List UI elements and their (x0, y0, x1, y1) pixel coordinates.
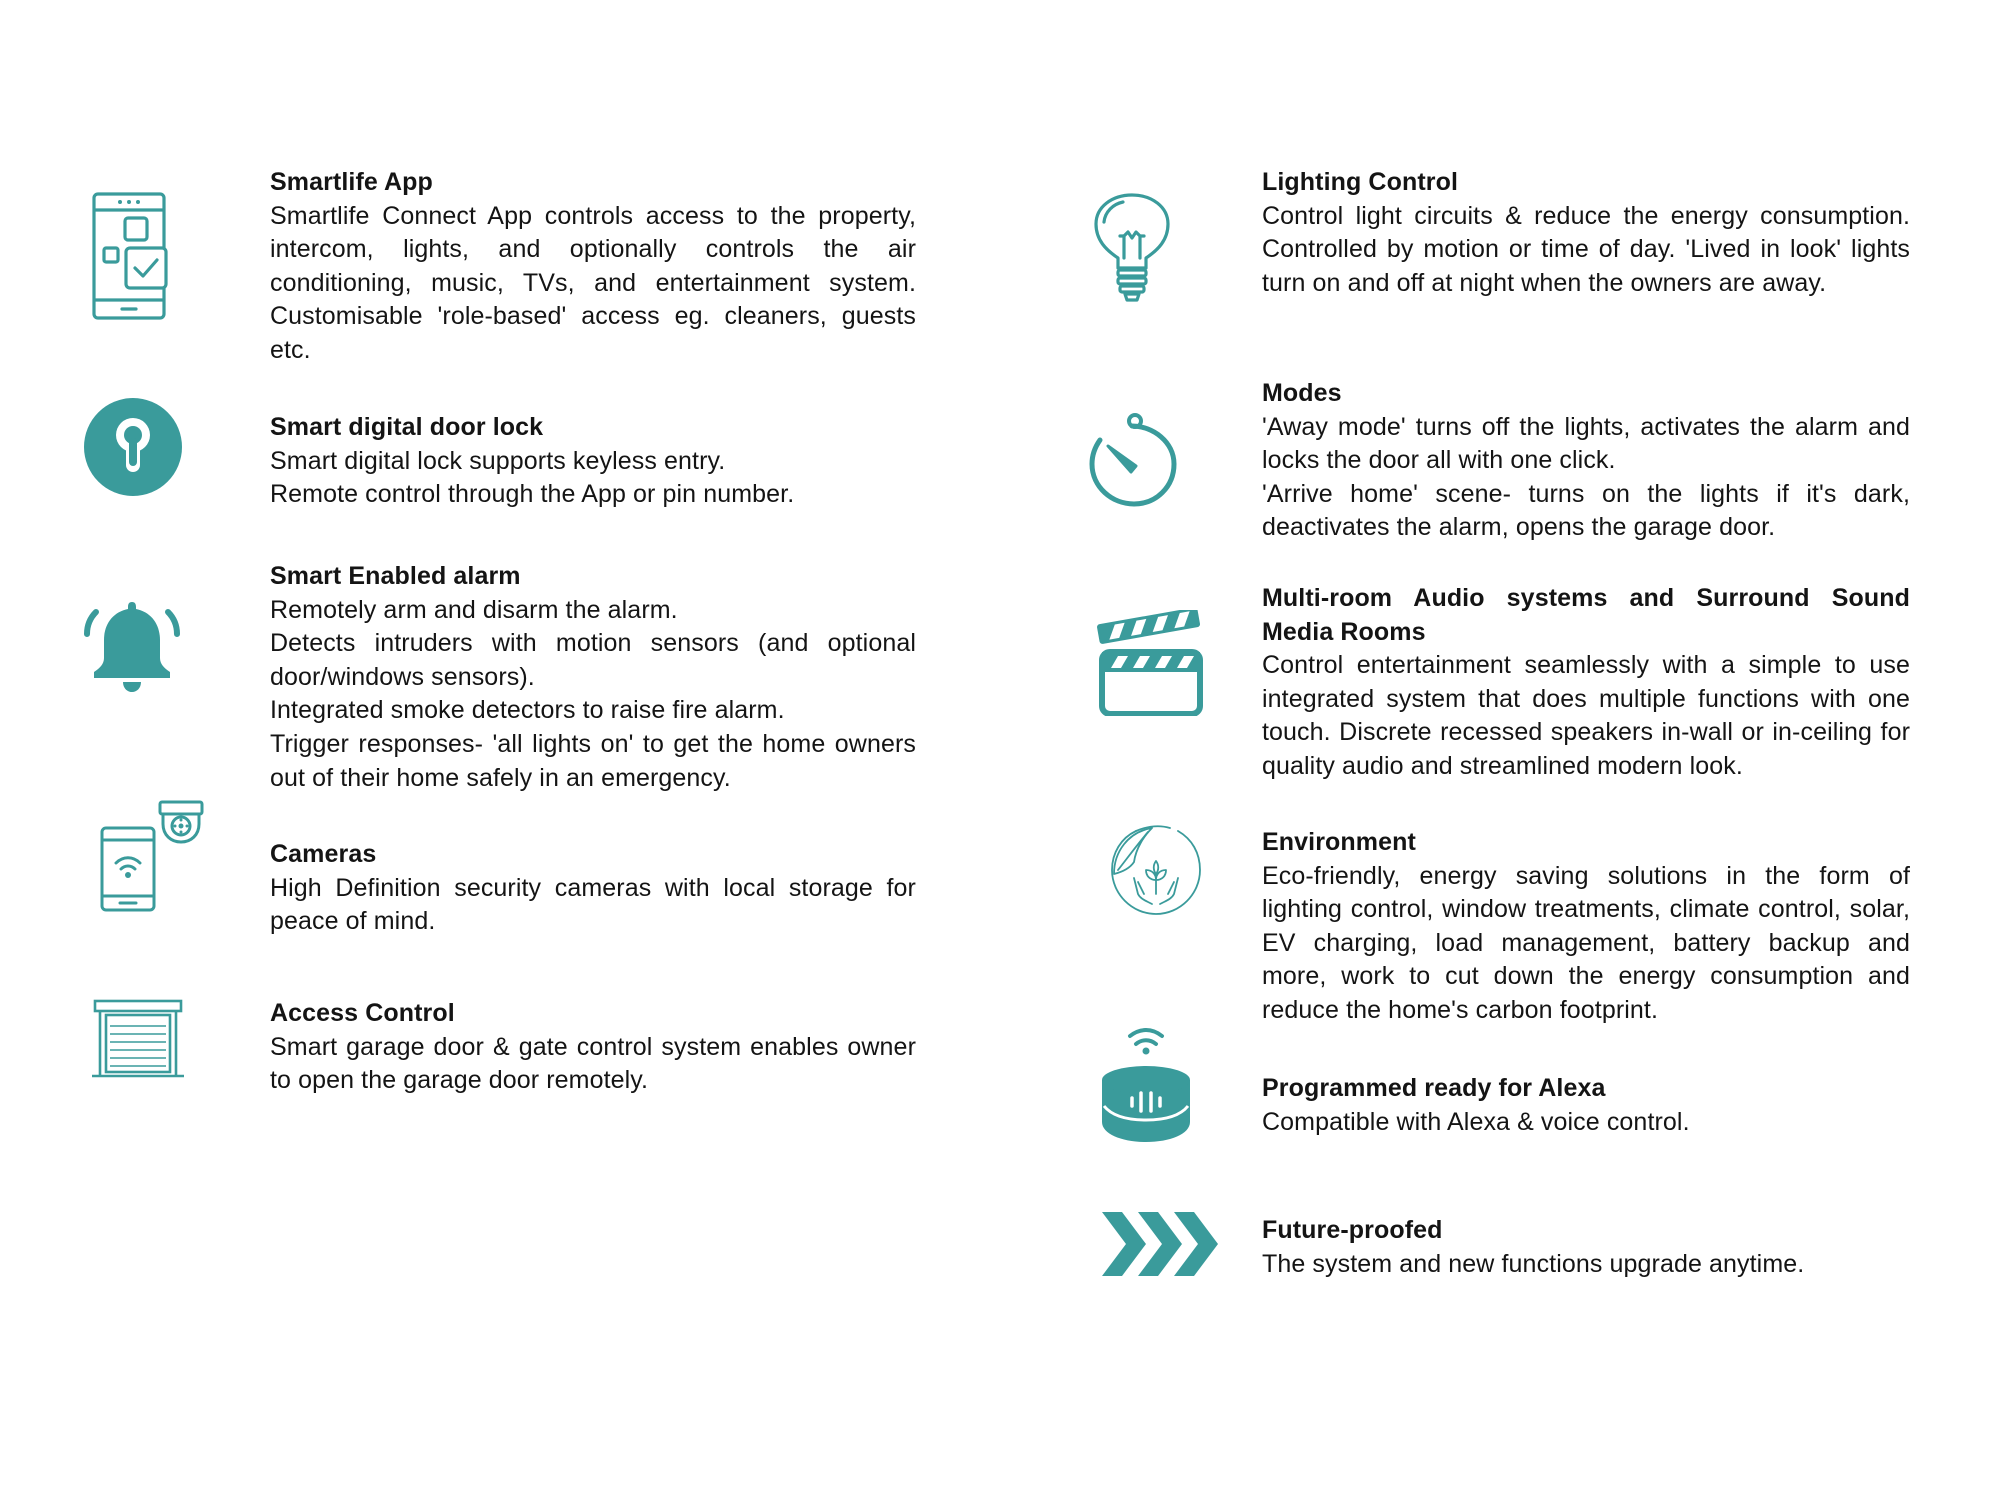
feature-description: Smartlife Connect App controls access to the property, intercom, lights, and optionally controls the air conditioning, music, TVs, and entertainment system. Customisable 'role-based' access eg. cleaners, guests etc. (270, 201, 916, 364)
eco-leaf-hands-icon (1108, 822, 1204, 918)
smartphone-app-icon (92, 192, 174, 322)
feature-title: Future-proofed (1262, 1216, 1443, 1244)
clapperboard-icon (1096, 610, 1204, 716)
feature-description: Integrated smoke detectors to raise fire alarm. (270, 696, 785, 725)
feature-description: 'Arrive home' scene- turns on the lights if it's dark, deactivates the alarm, opens the garage door. (1262, 479, 1910, 542)
feature-description: Control light circuits & reduce the energy consumption. Controlled by motion or time of day. 'Lived in look' lights turn on and off at night when the owners are away. (1262, 201, 1910, 297)
garage-door-icon (92, 998, 184, 1078)
lightbulb-icon (1092, 192, 1172, 304)
feature-description: 'Away mode' turns off the lights, activates the alarm and locks the door all with one click. (1262, 412, 1910, 475)
feature-title: Access Control (270, 999, 455, 1027)
feature-title: Smart Enabled alarm (270, 562, 521, 590)
feature-title: Smart digital door lock (270, 413, 544, 441)
feature-title: Cameras (270, 840, 377, 868)
stopwatch-icon (1088, 412, 1180, 508)
feature-description: Remotely arm and disarm the alarm. (270, 595, 678, 624)
keyhole-icon (84, 398, 182, 496)
camera-phone-icon (100, 800, 204, 912)
feature-description: Detects intruders with motion sensors (and optional door/windows sensors). (270, 629, 916, 691)
feature-description: Smart digital lock supports keyless entry. (270, 446, 726, 475)
chevrons-right-icon (1102, 1212, 1220, 1276)
feature-title: Multi-room Audio systems and Surround Sound Media Rooms (1262, 584, 1910, 646)
feature-title: Modes (1262, 379, 1342, 407)
feature-description: Control entertainment seamlessly with a simple to use integrated system that does multiple functions with one touch. Discrete recessed speakers in-wall or in-ceiling for quality audio and streamlined modern look. (1262, 651, 1910, 780)
feature-description: Remote control through the App or pin number. (270, 480, 795, 509)
feature-title: Programmed ready for Alexa (1262, 1074, 1606, 1102)
feature-description: Compatible with Alexa & voice control. (1262, 1107, 1690, 1136)
feature-description: The system and new functions upgrade anytime. (1262, 1249, 1805, 1278)
feature-description: High Definition security cameras with local storage for peace of mind. (270, 873, 916, 936)
feature-title: Environment (1262, 828, 1416, 856)
feature-title: Lighting Control (1262, 168, 1458, 196)
feature-title: Smartlife App (270, 168, 433, 196)
feature-description: Eco-friendly, energy saving solutions in the form of lighting control, window treatments, climate control, solar, EV charging, load management, battery backup and more, work to cut down the energy consumption and reduce the home's carbon footprint. (1262, 861, 1910, 1024)
feature-description: Smart garage door & gate control system enables owner to open the garage door remotely. (270, 1032, 916, 1095)
smart-speaker-icon (1100, 1026, 1192, 1144)
alarm-bell-icon (82, 598, 182, 694)
feature-description: Trigger responses- 'all lights on' to get the home owners out of their home safely in an emergency. (270, 729, 916, 792)
